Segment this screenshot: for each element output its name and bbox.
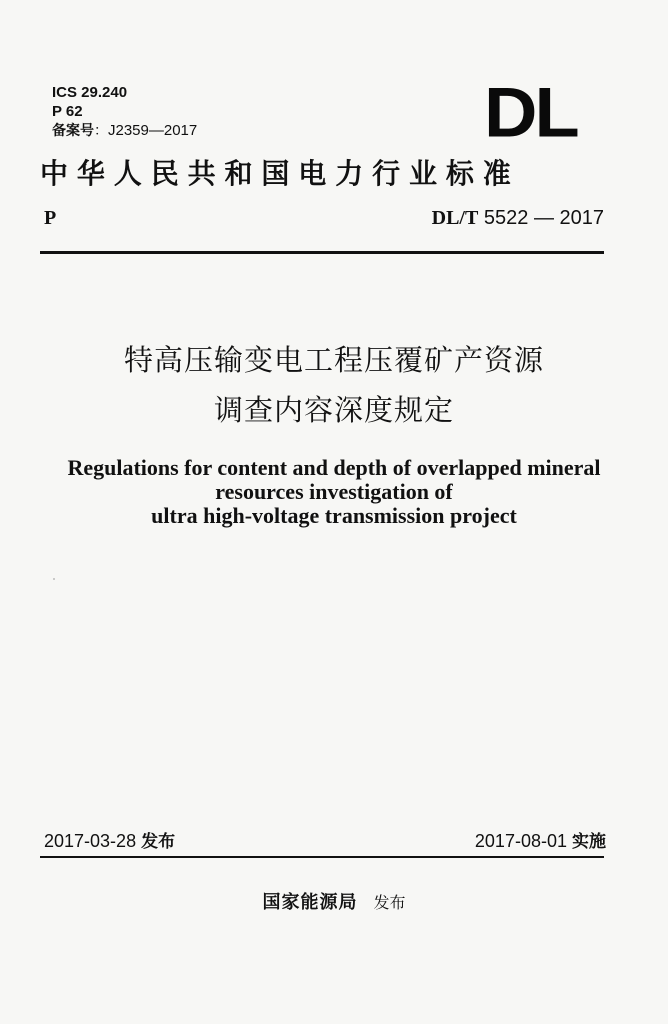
standard-code: 5522 — 2017 — [483, 207, 604, 229]
publisher-name: 国家能源局 — [262, 892, 358, 913]
filing-colon: ： — [94, 123, 108, 139]
issue-date-line — [44, 830, 175, 853]
ics-code: ICS 29.240 — [52, 84, 128, 101]
issue-date: 2017-03-28 — [44, 831, 137, 851]
title-cn-line1: 特高压输变电工程压覆矿产资源 — [123, 343, 544, 377]
title-en-line2: resources investigation of — [215, 479, 453, 504]
title-en-line1: Regulations for content and depth of overlapped mineral — [67, 455, 601, 480]
title-en-line3: ultra high-voltage transmission project — [151, 503, 517, 528]
standard-prefix: DL/T — [431, 207, 479, 229]
filing-number: J2359—2017 — [108, 122, 198, 139]
effective-label: 实施 — [572, 832, 606, 852]
dl-logo: DL — [484, 72, 577, 152]
filing-label: 备案号 — [52, 123, 94, 139]
bottom-divider — [40, 856, 604, 858]
publisher-action: 发布 — [373, 893, 406, 912]
standard-number — [432, 206, 604, 230]
issue-label: 发布 — [141, 832, 176, 852]
filing-number-line — [52, 122, 197, 140]
publisher-line — [0, 888, 668, 914]
category-code: P — [44, 207, 57, 229]
top-divider — [40, 251, 604, 254]
org-title: 中华人民共和国电力行业标准 — [40, 157, 520, 190]
title-cn-line2: 调查内容深度规定 — [213, 393, 454, 427]
ccs-code: P 62 — [52, 103, 83, 120]
effective-date: 2017-08-01 — [474, 831, 567, 851]
scan-speck — [53, 578, 55, 580]
effective-date-line — [475, 830, 606, 853]
